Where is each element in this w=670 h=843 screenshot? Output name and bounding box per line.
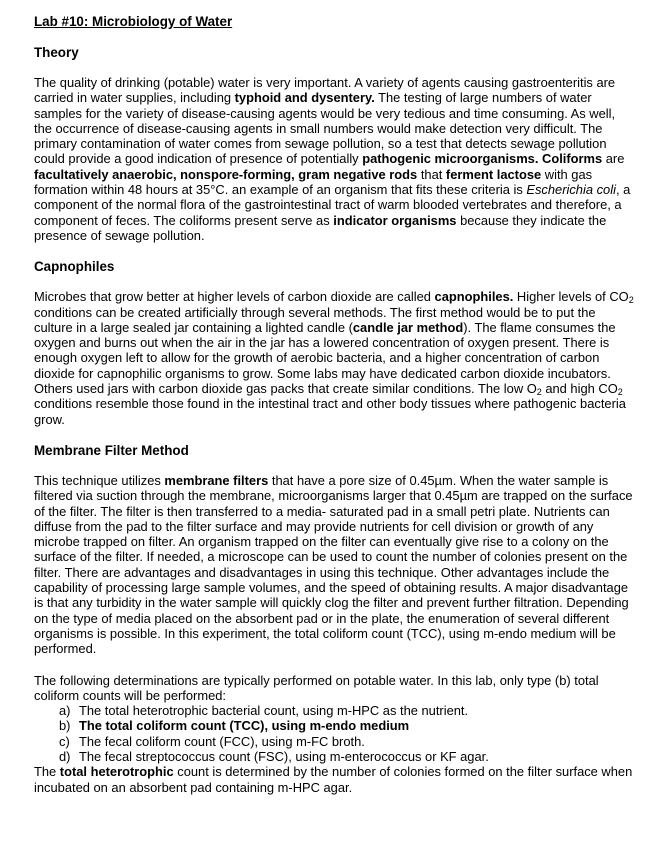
list-item: b) The total coliform count (TCC), using m-endo medium [59,718,410,734]
list-item: c) The fecal coliform count (FCC), using m-FC broth. [59,733,365,749]
capnophiles-paragraph: Microbes that grow better at higher levels of carbon dioxide are called capnophiles. Higher levels of $CO_2$ conditions can be created artificially through several methods. The first method would be to put the culture in a large sealed jar containing a lighted candle (candle jar method). The flame consumes the oxygen and burns out when the air in the jar has a lowered concentration of oxygen present. There is enough oxygen left to allow for the growth of aerobic bacteria, and a higher concentration of carbon dioxide for capnophilic organisms to grow. Some labs may have dedicated carbon dioxide incubators. Others used jars with carbon dioxide gas packs that create similar conditions. The low $O_2$ and high $CO_2$ conditions resemble those found in the intestinal tract and other body tissues where pathogenic bacteria grow. [34,289,634,427]
list-item: a) The total heterotrophic bacterial count, using m-HPC as the nutrient. [59,703,469,719]
determinations-intro: The following determinations are typically performed on potable water. In this lab, only type (b) total coliform counts will be performed: [34,672,599,703]
document-title: Lab #10: Microbiology of Water [34,14,233,29]
theory-paragraph: The quality of drinking (potable) water is very important. A variety of agents causing gastroenteritis are carried in water supplies, including typhoid and dysentery. The testing of large numbers of water samples for the variety of disease-causing agents would be very tedious and time consuming. As well, the occurrence of disease-causing agents in small numbers would make detection very difficult. The primary contamination of water comes from sewage pollution, so a test that detects sewage pollution could provide a good indication of presence of potentially pathogenic microorganisms. Coliforms are facultatively anaerobic, nonspore-forming, gram negative rods that ferment lactose with gas formation within 48 hours at 35°C. an example of an organism that fits these criteria is Escherichia coli, a component of the normal flora of the gastrointestinal tract of warm blooded vertebrates and therefore, a component of feces. The coliforms present serve as indicator organisms because they indicate the presence of sewage pollution. [34,75,631,243]
closing-paragraph: The total heterotrophic count is determined by the number of colonies formed on the filter surface when incubated on an absorbent pad containing m-HPC agar. [34,764,633,795]
list-item: d) The fecal streptococcus count (FSC), using m-enterococcus or KF agar. [59,748,489,764]
capnophiles-heading: Capnophiles [34,259,115,275]
document-page [34,14,634,811]
theory-heading: Theory [34,45,79,60]
membrane-filter-paragraph: This technique utilizes membrane filters that have a pore size of 0.45µm. When the water sample is filtered via suction through the membrane, microorganisms larger that 0.45µm are trapped on the surface of the filter. The filter is then transferred to a media- saturated pad in a small petri plate. Nutrients can diffuse from the pad to the filter surface and may provide nutrients for cell division or growth of any microbe trapped on filter. An organism trapped on the filter can eventually give rise to a colony on the surface of the filter. If needed, a microscope can be used to count the number of colonies present on the filter. There are advantages and disadvantages in using this technique. Other advantages include the capability of processing large sample volumes, and the speed of obtaining results. A major disadvantage is that any turbidity in the water sample will quickly clog the filter and prevent further filtration. Depending on the type of media placed on the absorbent pad or in the plate, the enumeration of several different organisms is possible. In this experiment, the total coliform count (TCC), using m-endo medium will be performed. [34,472,633,657]
membrane-filter-heading: Membrane Filter Method [34,442,189,458]
determinations-list [34,703,634,764]
